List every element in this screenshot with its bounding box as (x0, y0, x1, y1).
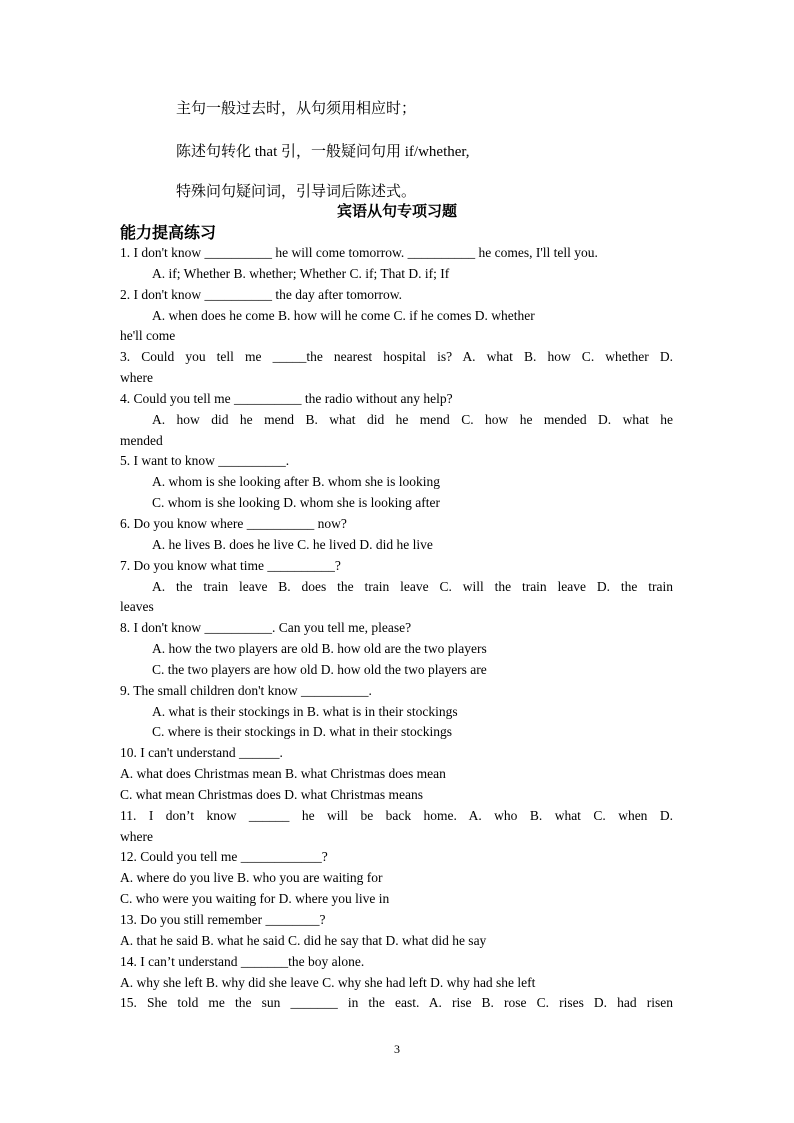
intro-line-2: 陈述句转化 that 引，一般疑问句用 if/whether, (176, 144, 470, 160)
exercise-line: C. what mean Christmas does D. what Christmas means (120, 786, 423, 802)
exercise-line: 4. Could you tell me __________ the radio without any help? (120, 390, 453, 406)
exercise-line: A. that he said B. what he said C. did he say that D. what did he say (120, 932, 487, 948)
exercise-line: mended (120, 432, 163, 448)
exercise-line: A. if; Whether B. whether; Whether C. if; That D. if; If (152, 265, 450, 281)
exercise-line: 13. Do you still remember ________? (120, 912, 326, 927)
exercise-line: where (120, 828, 153, 844)
section-heading: 能力提高练习 (120, 225, 217, 242)
exercise-line: where (120, 370, 153, 386)
exercise-line: 5. I want to know __________. (120, 453, 290, 469)
exercise-line: C. the two players are how old D. how old the two players are (152, 661, 487, 677)
exercise-line: 8. I don't know __________. Can you tell me, please? (120, 620, 412, 636)
exercise-line: leaves (120, 599, 154, 615)
exercise-line: A. what is their stockings in B. what is in their stockings (152, 703, 458, 719)
exercise-line: A. what does Christmas mean B. what Christmas does mean (120, 766, 446, 782)
exercise-line: C. who were you waiting for D. where you live in (120, 891, 390, 907)
exercise-line: A. where do you live B. who you are waiting for (120, 870, 383, 886)
page-title: 宾语从句专项习题 (336, 204, 457, 220)
exercise-line: 2. I don't know __________ the day after tomorrow. (120, 286, 403, 302)
exercise-line: 14. I can’t understand _______the boy alone. (120, 953, 365, 969)
exercise-line: C. whom is she looking D. whom she is looking after (152, 495, 440, 511)
exercise-line: A. why she left B. why did she leave C. why she had left D. why had she left (120, 974, 536, 990)
exercise-list (120, 243, 673, 1014)
exercise-line: A. how the two players are old B. how old are the two players (152, 641, 487, 657)
exercise-line: A. whom is she looking after B. whom she is looking (152, 474, 440, 490)
page-number: 3 (394, 1042, 400, 1056)
exercise-line: 1. I don't know __________ he will come tomorrow. __________ he comes, I'll tell you. (120, 245, 598, 260)
exercise-line: 7. Do you know what time __________? (120, 557, 341, 573)
exercise-line: 6. Do you know where __________ now? (120, 515, 347, 531)
exercise-line: A. he lives B. does he live C. he lived D. did he live (152, 536, 433, 552)
exercise-line: A. the train leave B. does the train leave C. will the train leave D. the train (152, 578, 673, 594)
exercise-line: 9. The small children don't know __________. (120, 682, 372, 698)
exercise-line: 12. Could you tell me ____________? (120, 849, 328, 865)
exercise-line: C. where is their stockings in D. what in their stockings (152, 724, 452, 740)
exercise-line: 11. I don’t know ______ he will be back home. A. who B. what C. when D. (120, 807, 673, 823)
intro-line-1: 主句一般过去时，从句须用相应时； (176, 101, 417, 117)
exercise-line: 10. I can't understand ______. (120, 745, 283, 761)
exercise-line: A. when does he come B. how will he come C. if he comes D. whether (152, 307, 535, 323)
exercise-line: 3. Could you tell me _____the nearest hospital is? A. what B. how C. whether D. (120, 349, 673, 365)
exercise-line: 15. She told me the sun _______ in the east. A. rise B. rose C. rises D. had risen (120, 995, 673, 1011)
exercise-line: he'll come (120, 328, 176, 344)
exercise-line: A. how did he mend B. what did he mend C. how he mended D. what he (152, 411, 673, 427)
intro-line-3: 特殊问句疑问词，引导词后陈述式。 (176, 184, 417, 200)
